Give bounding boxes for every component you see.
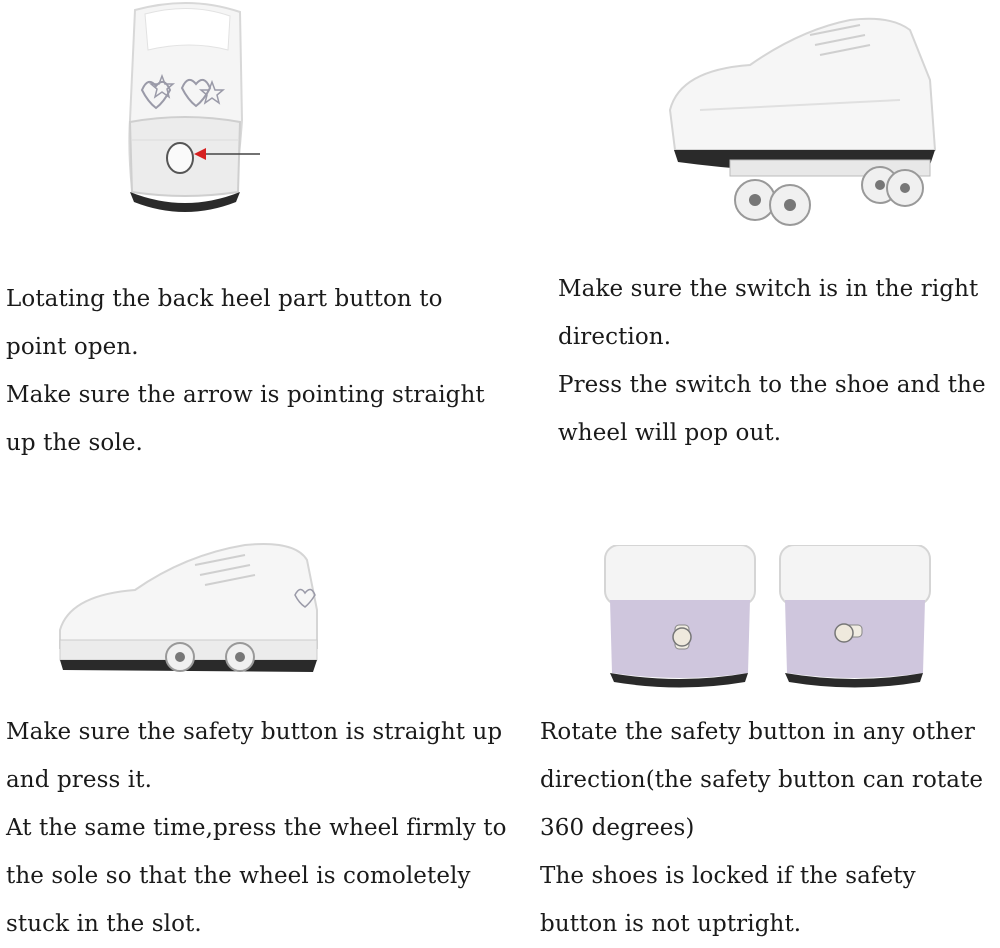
caption-line: the sole so that the wheel is comoletely [6,863,471,889]
caption-line: Make sure the switch is in the right [558,276,979,302]
caption-line: button is not uptright. [540,911,802,937]
caption-line: direction. [558,324,672,350]
caption-line: 360 degrees) [540,815,695,841]
caption-line: up the sole. [6,430,143,456]
wheels-in-photo [55,540,325,685]
caption-line: The shoes is locked if the safety [540,863,916,889]
caption-line: Rotate the safety button in any other [540,719,975,745]
wheels-out-photo [660,10,950,230]
caption-line: At the same time,press the wheel firmly to [6,815,507,841]
caption-line: Lotating the back heel part button to [6,286,443,312]
caption-line: Make sure the arrow is pointing straight [6,382,485,408]
heel-button-photo [100,0,280,220]
caption-line: and press it. [6,767,153,793]
caption-line: point open. [6,334,139,360]
caption-line: stuck in the slot. [6,911,202,937]
panel-4-caption [540,708,983,948]
caption-line: Press the switch to the shoe and the [558,372,986,398]
panel-1-caption [6,275,485,467]
caption-line: wheel will pop out. [558,420,782,446]
panel-3-caption [6,708,507,948]
safety-button-photo [600,545,940,695]
panel-2-caption [558,265,986,457]
caption-line: direction(the safety button can rotate [540,767,984,793]
caption-line: Make sure the safety button is straight up [6,719,503,745]
